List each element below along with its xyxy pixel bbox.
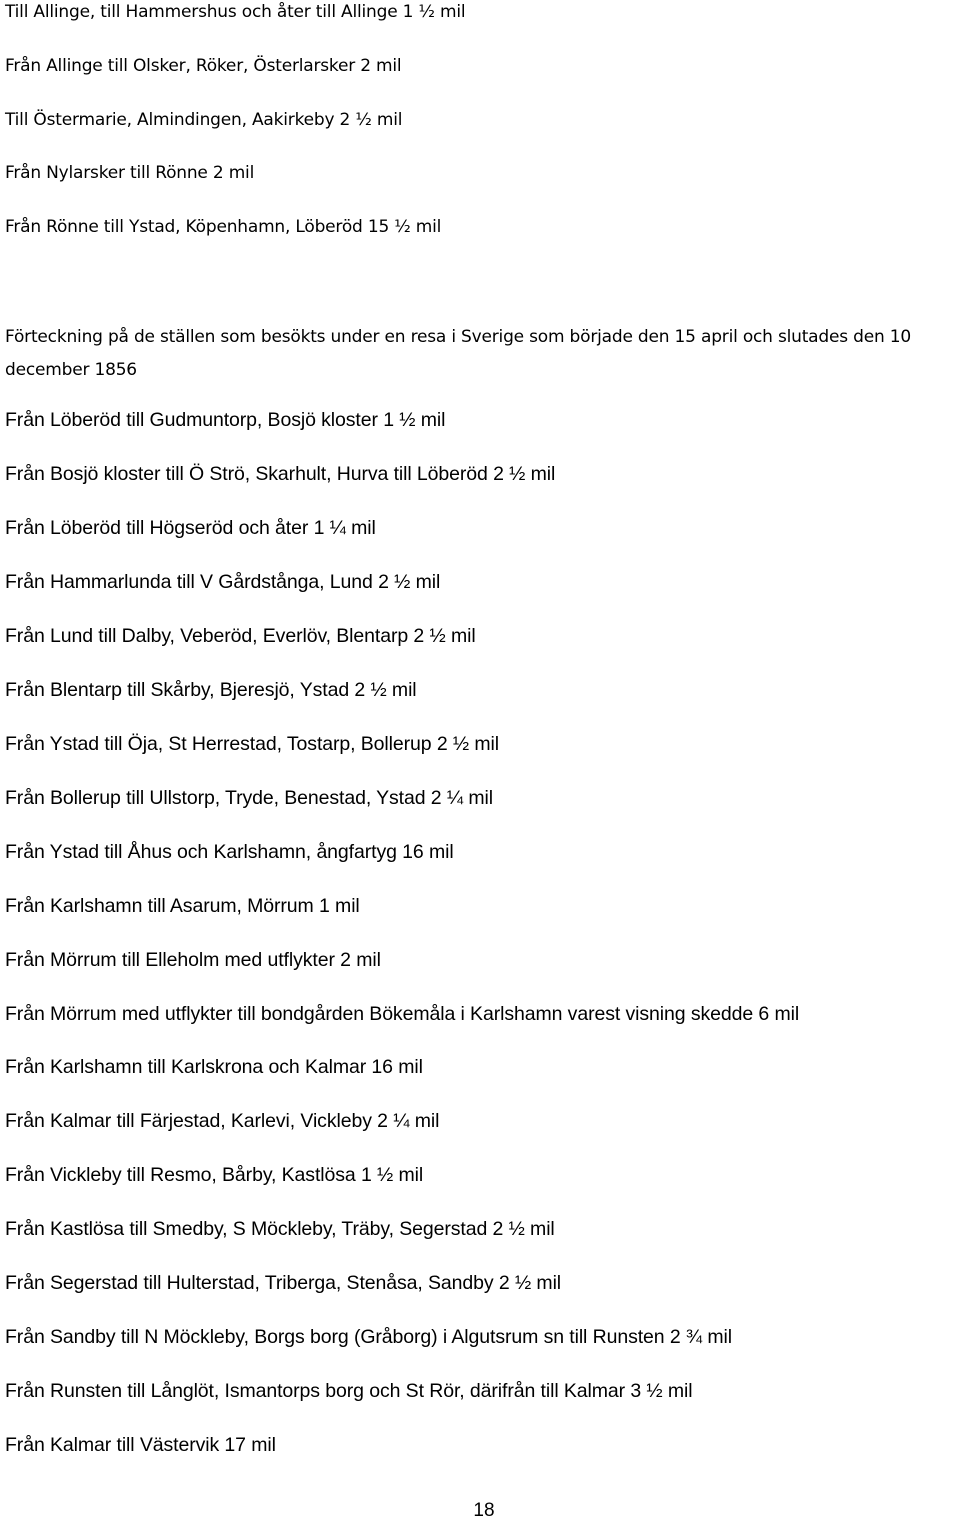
itinerary-line: Från Kalmar till Västervik 17 mil (5, 1434, 276, 1456)
itinerary-line: Från Kalmar till Färjestad, Karlevi, Vickleby 2 ¼ mil (5, 1110, 440, 1132)
itinerary-line: Till Allinge, till Hammershus och åter till Allinge 1 ½ mil (5, 2, 466, 22)
itinerary-line: Från Lund till Dalby, Veberöd, Everlöv, Blentarp 2 ½ mil (5, 625, 476, 647)
itinerary-line: Från Hammarlunda till V Gårdstånga, Lund 2 ½ mil (5, 571, 441, 593)
itinerary-line: Från Blentarp till Skårby, Bjeresjö, Ystad 2 ½ mil (5, 679, 417, 701)
itinerary-line: Från Löberöd till Högseröd och åter 1 ¼ mil (5, 517, 376, 539)
itinerary-line: Från Rönne till Ystad, Köpenhamn, Löberöd 15 ½ mil (5, 217, 442, 237)
itinerary-line: Från Runsten till Långlöt, Ismantorps borg och St Rör, därifrån till Kalmar 3 ½ mil (5, 1380, 693, 1402)
itinerary-line: Från Löberöd till Gudmuntorp, Bosjö kloster 1 ½ mil (5, 409, 446, 431)
itinerary-line: Från Vickleby till Resmo, Bårby, Kastlösa 1 ½ mil (5, 1164, 424, 1186)
itinerary-line: Från Mörrum med utflykter till bondgården Bökemåla i Karlshamn varest visning skedde 6 mil (5, 1003, 800, 1025)
itinerary-line: Från Allinge till Olsker, Röker, Österlarsker 2 mil (5, 56, 402, 76)
itinerary-line: Från Segerstad till Hulterstad, Triberga, Stenåsa, Sandby 2 ½ mil (5, 1272, 562, 1294)
itinerary-line: Från Bosjö kloster till Ö Strö, Skarhult, Hurva till Löberöd 2 ½ mil (5, 463, 556, 485)
itinerary-line: Från Ystad till Öja, St Herrestad, Tostarp, Bollerup 2 ½ mil (5, 733, 499, 755)
list-heading: Förteckning på de ställen som besökts under en resa i Sverige som började den 15 april och slutades den 10 december 1856 (5, 327, 911, 380)
itinerary-line: Från Ystad till Åhus och Karlshamn, ångfartyg 16 mil (5, 841, 454, 863)
itinerary-line: Från Mörrum till Elleholm med utflykter 2 mil (5, 949, 381, 971)
itinerary-line: Till Östermarie, Almindingen, Aakirkeby 2 ½ mil (5, 110, 403, 130)
itinerary-line: Från Nylarsker till Rönne 2 mil (5, 163, 255, 183)
itinerary-line: Från Karlshamn till Karlskrona och Kalmar 16 mil (5, 1056, 423, 1078)
itinerary-line: Från Karlshamn till Asarum, Mörrum 1 mil (5, 895, 360, 917)
itinerary-line: Från Sandby till N Möckleby, Borgs borg (Gråborg) i Algutsrum sn till Runsten 2 ¾ mil (5, 1326, 733, 1348)
itinerary-line: Från Bollerup till Ullstorp, Tryde, Benestad, Ystad 2 ¼ mil (5, 787, 493, 809)
page-number: 18 (473, 1500, 495, 1521)
itinerary-line: Från Kastlösa till Smedby, S Möckleby, Träby, Segerstad 2 ½ mil (5, 1218, 555, 1240)
